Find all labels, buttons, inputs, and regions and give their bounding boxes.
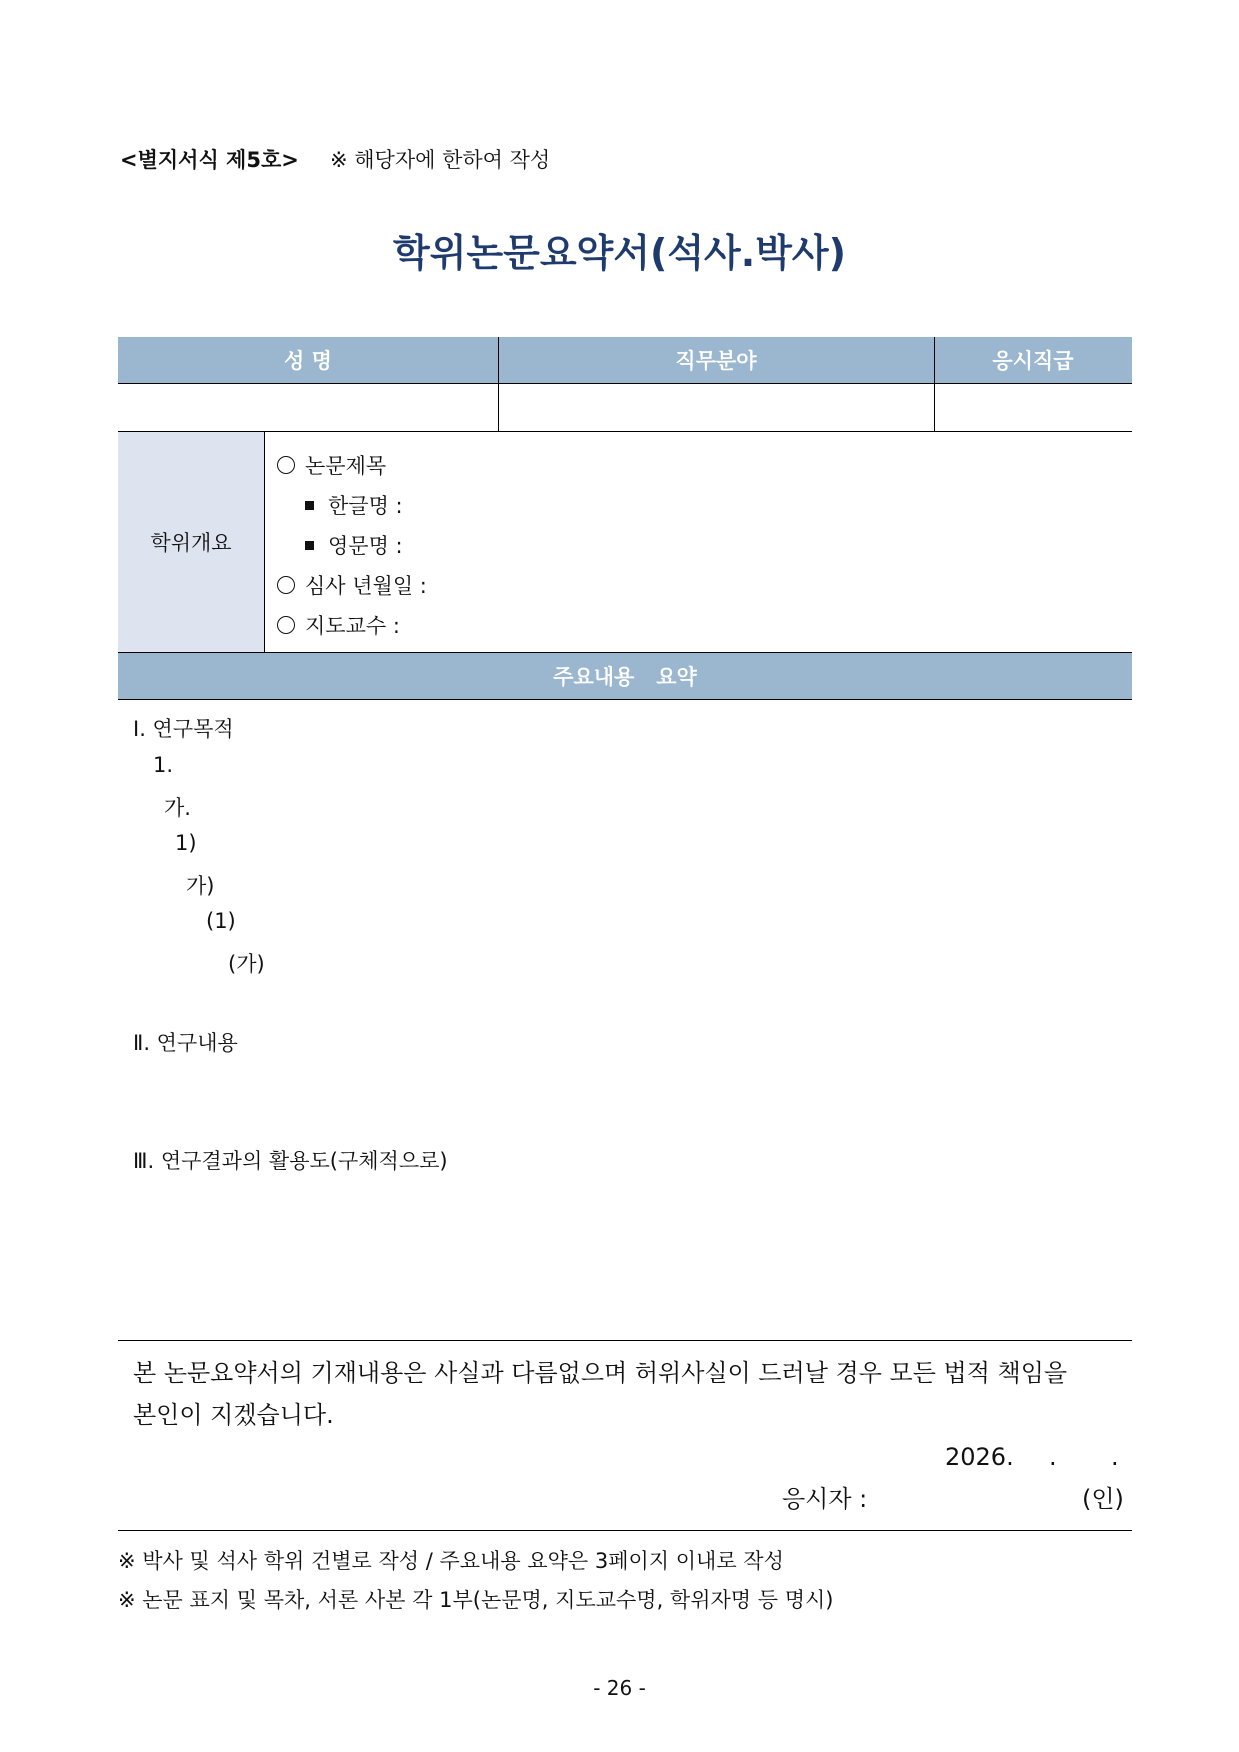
declaration-line-2: 본인이 지겠습니다. bbox=[133, 1401, 334, 1429]
summary-header-label: 주요내용 요약 bbox=[553, 665, 697, 689]
overview-label: 학위개요 bbox=[150, 531, 232, 555]
square-bullet-icon bbox=[305, 501, 314, 510]
grade-field[interactable] bbox=[935, 384, 1132, 430]
footnote-2: ※ 논문 표지 및 목차, 서론 사본 각 1부(논문명, 지도교수명, 학위자명 등 명시) bbox=[118, 1588, 834, 1612]
page-title: 학위논문요약서(석사.박사) bbox=[393, 231, 846, 275]
circle-bullet-icon bbox=[277, 576, 295, 594]
outline-level-3: 1) bbox=[175, 831, 197, 855]
section-3-heading: Ⅲ. 연구결과의 활용도(구체적으로) bbox=[133, 1149, 448, 1173]
column-header-grade-label: 응시직급 bbox=[992, 349, 1074, 373]
column-header-field-label: 직무분야 bbox=[675, 349, 757, 373]
outline-level-1: 1. bbox=[153, 753, 174, 777]
row-divider bbox=[118, 699, 1132, 700]
korean-name-item bbox=[305, 490, 403, 520]
section-1-heading: Ⅰ. 연구목적 bbox=[133, 717, 234, 741]
column-header-grade bbox=[934, 337, 1132, 383]
outline-level-6: (가) bbox=[228, 952, 265, 976]
field-field[interactable] bbox=[499, 384, 934, 430]
square-bullet-icon bbox=[305, 541, 314, 550]
advisor-label: 지도교수 : bbox=[305, 614, 400, 638]
applicant-label: 응시자 : bbox=[782, 1485, 868, 1513]
seal-mark: (인) bbox=[1082, 1485, 1124, 1513]
korean-name-label: 한글명 : bbox=[328, 494, 403, 518]
row-divider bbox=[118, 431, 1132, 432]
circle-bullet-icon bbox=[277, 456, 295, 474]
overview-divider bbox=[264, 432, 265, 652]
circle-bullet-icon bbox=[277, 616, 295, 634]
section-2-heading: Ⅱ. 연구내용 bbox=[133, 1031, 238, 1055]
advisor-item bbox=[277, 610, 400, 640]
footnote-1: ※ 박사 및 석사 학위 건별로 작성 / 주요내용 요약은 3페이지 이내로 작성 bbox=[118, 1549, 784, 1573]
outline-level-4: 가) bbox=[186, 874, 215, 898]
column-header-field bbox=[498, 337, 934, 383]
summary-header bbox=[118, 653, 1132, 699]
form-note: ※ 해당자에 한하여 작성 bbox=[330, 148, 551, 172]
english-name-item bbox=[305, 530, 403, 560]
page-number: - 26 - bbox=[593, 1676, 646, 1700]
outline-level-2: 가. bbox=[164, 796, 191, 820]
column-header-name-label: 성 명 bbox=[284, 349, 332, 373]
date-day-dot: . bbox=[1111, 1443, 1119, 1471]
declaration-bottom-rule bbox=[118, 1530, 1132, 1531]
overview-label-cell bbox=[118, 432, 264, 652]
column-header-name bbox=[118, 337, 498, 383]
outline-level-5: (1) bbox=[206, 909, 236, 933]
thesis-title-item bbox=[277, 450, 386, 480]
review-date-item bbox=[277, 570, 427, 600]
name-field[interactable] bbox=[118, 384, 498, 430]
declaration-line-1: 본 논문요약서의 기재내용은 사실과 다름없으며 허위사실이 드러날 경우 모든 법적 책임을 bbox=[133, 1359, 1068, 1387]
date-year: 2026. bbox=[945, 1443, 1014, 1471]
applicant-signature-field[interactable] bbox=[880, 1482, 1070, 1516]
form-number: <별지서식 제5호> bbox=[120, 148, 299, 172]
review-date-label: 심사 년월일 : bbox=[305, 574, 427, 598]
thesis-title-label: 논문제목 bbox=[305, 454, 387, 478]
declaration-top-rule bbox=[118, 1340, 1132, 1341]
english-name-label: 영문명 : bbox=[328, 534, 403, 558]
date-month-dot: . bbox=[1049, 1443, 1057, 1471]
